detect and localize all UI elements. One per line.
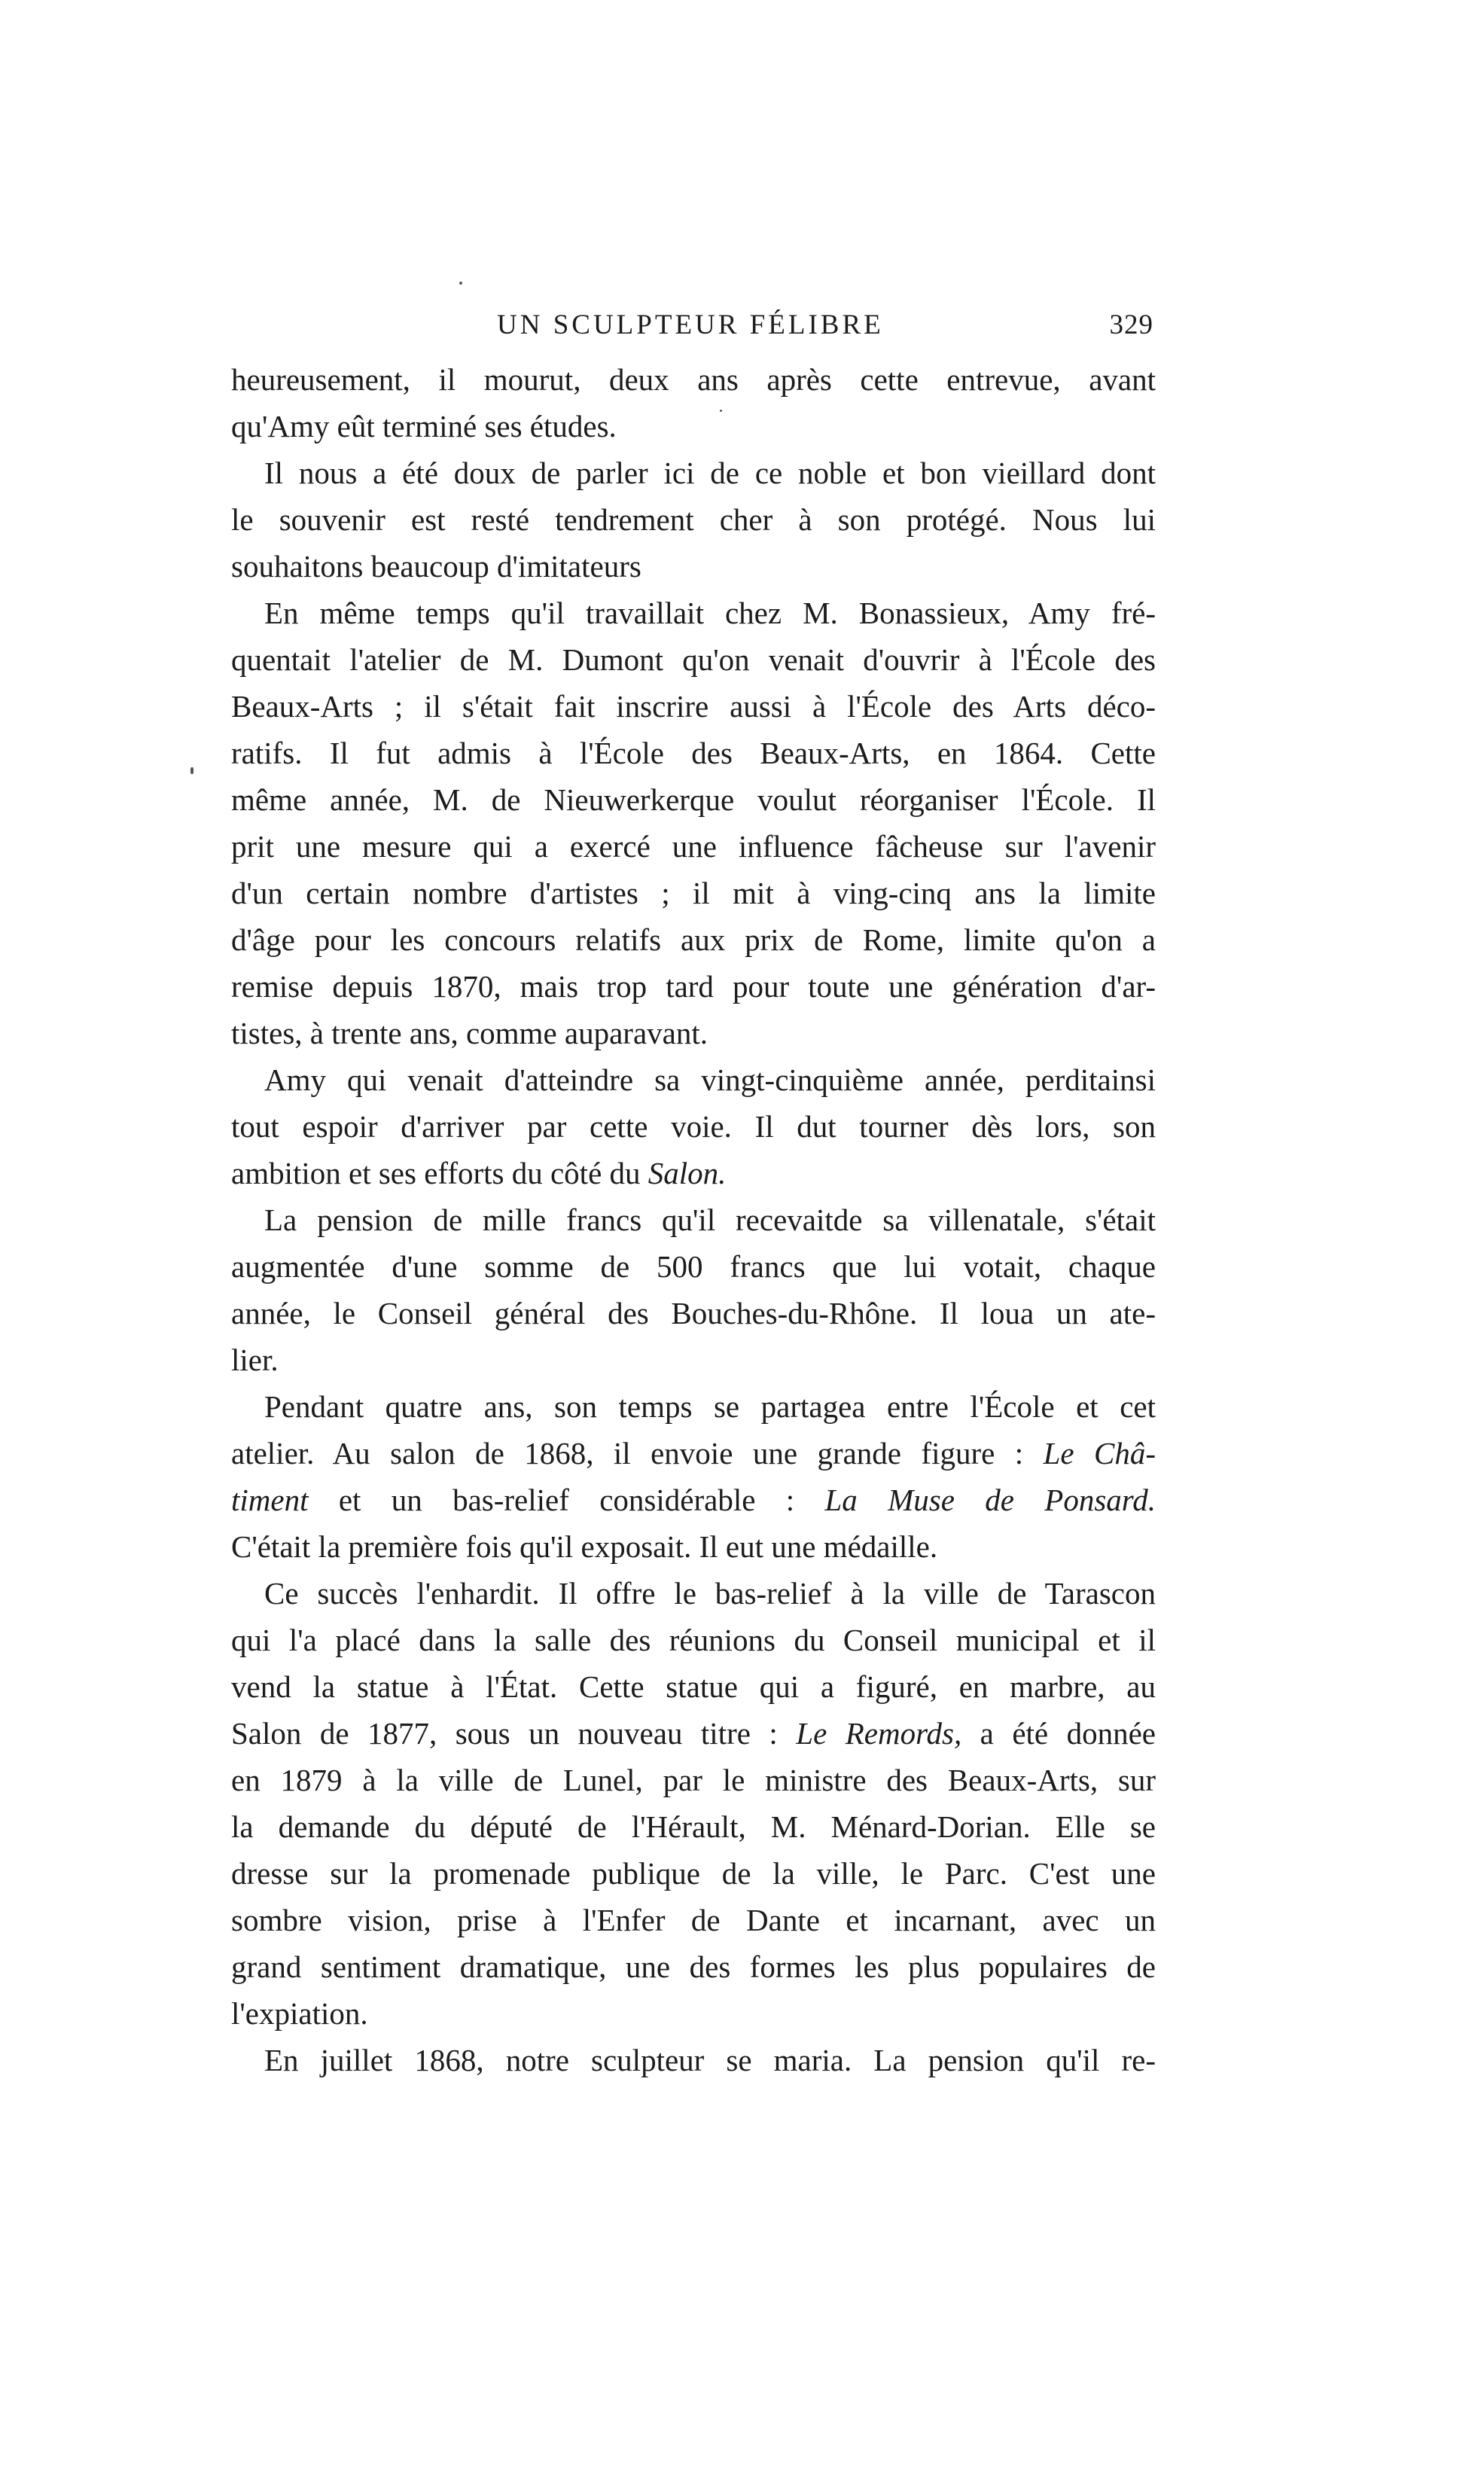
text-line: lier. (231, 1343, 279, 1377)
body-text (231, 356, 1156, 2083)
page-number: 329 (1109, 309, 1153, 340)
text-line: qui l'a placé dans la salle des réunions du Conseil municipal et il (231, 1623, 1156, 1657)
text-line: remise depuis 1870, mais trop tard pour toute une génération d'ar- (231, 969, 1156, 1004)
text-line: sombre vision, prise à l'Enfer de Dante et incarnant, avec un (231, 1903, 1156, 1937)
text-line: souhaitons beaucoup d'imitateurs (231, 549, 641, 584)
text-line: En juillet 1868, notre sculpteur se maria. La pension qu'il re- (264, 2043, 1156, 2077)
ink-speck (459, 282, 462, 285)
page-header (227, 304, 1153, 349)
text-line: Beaux-Arts ; il s'était fait inscrire aussi à l'École des Arts déco- (231, 689, 1156, 724)
text-line: l'expiation. (231, 1996, 368, 2031)
text-line: augmentée d'une somme de 500 francs que lui votait, chaque (231, 1249, 1156, 1284)
text-line: Salon de 1877, sous un nouveau titre : Le Remords, a été donnée (231, 1716, 1156, 1751)
text-line: heureusement, il mourut, deux ans après cette entrevue, avant (231, 362, 1156, 397)
text-line: même année, M. de Nieuwerkerque voulut réorganiser l'École. Il (231, 782, 1156, 817)
text-line: atelier. Au salon de 1868, il envoie une grande figure : Le Châ- (231, 1436, 1156, 1471)
text-line: en 1879 à la ville de Lunel, par le ministre des Beaux-Arts, sur (231, 1763, 1156, 1797)
text-line: dresse sur la promenade publique de la ville, le Parc. C'est une (231, 1856, 1156, 1891)
text-line: année, le Conseil général des Bouches-du-Rhône. Il loua un ate- (231, 1296, 1156, 1330)
text-line: Il nous a été doux de parler ici de ce noble et bon vieillard dont (264, 456, 1156, 490)
text-line: C'était la première fois qu'il exposait. Il eut une médaille. (231, 1529, 938, 1564)
text-line: Pendant quatre ans, son temps se partagea entre l'École et cet (264, 1389, 1156, 1424)
text-line: tout espoir d'arriver par cette voie. Il dut tourner dès lors, son (231, 1109, 1156, 1144)
text-line: La pension de mille francs qu'il recevaitde sa villenatale, s'était (264, 1202, 1156, 1237)
text-line: Amy qui venait d'atteindre sa vingt-cinquième année, perditainsi (264, 1062, 1156, 1097)
text-line: la demande du député de l'Hérault, M. Ménard-Dorian. Elle se (231, 1809, 1156, 1844)
text-line: d'âge pour les concours relatifs aux prix de Rome, limite qu'on a (231, 922, 1156, 957)
text-line: Ce succès l'enhardit. Il offre le bas-relief à la ville de Tarascon (264, 1576, 1156, 1611)
text-line: grand sentiment dramatique, une des formes les plus populaires de (231, 1949, 1156, 1984)
text-line: le souvenir est resté tendrement cher à son protégé. Nous lui (231, 502, 1156, 537)
text-line: ambition et ses efforts du côté du Salon. (231, 1156, 727, 1190)
text-line: d'un certain nombre d'artistes ; il mit à ving-cinq ans la limite (231, 876, 1156, 910)
text-line: timent et un bas-relief considérable : La Muse de Ponsard. (231, 1483, 1156, 1517)
running-title: UN SCULPTEUR FÉLIBRE (497, 309, 884, 340)
ink-speck (190, 767, 193, 774)
text-line: qu'Amy eût terminé ses études. (231, 409, 617, 443)
text-line: prit une mesure qui a exercé une influence fâcheuse sur l'avenir (231, 829, 1156, 864)
text-line: tistes, à trente ans, comme auparavant. (231, 1016, 708, 1050)
text-line: ratifs. Il fut admis à l'École des Beaux-Arts, en 1864. Cette (231, 736, 1156, 770)
text-line: En même temps qu'il travaillait chez M. Bonassieux, Amy fré- (264, 596, 1156, 630)
text-line: quentait l'atelier de M. Dumont qu'on venait d'ouvrir à l'École des (231, 642, 1156, 677)
text-line: vend la statue à l'État. Cette statue qui a figuré, en marbre, au (231, 1669, 1156, 1704)
